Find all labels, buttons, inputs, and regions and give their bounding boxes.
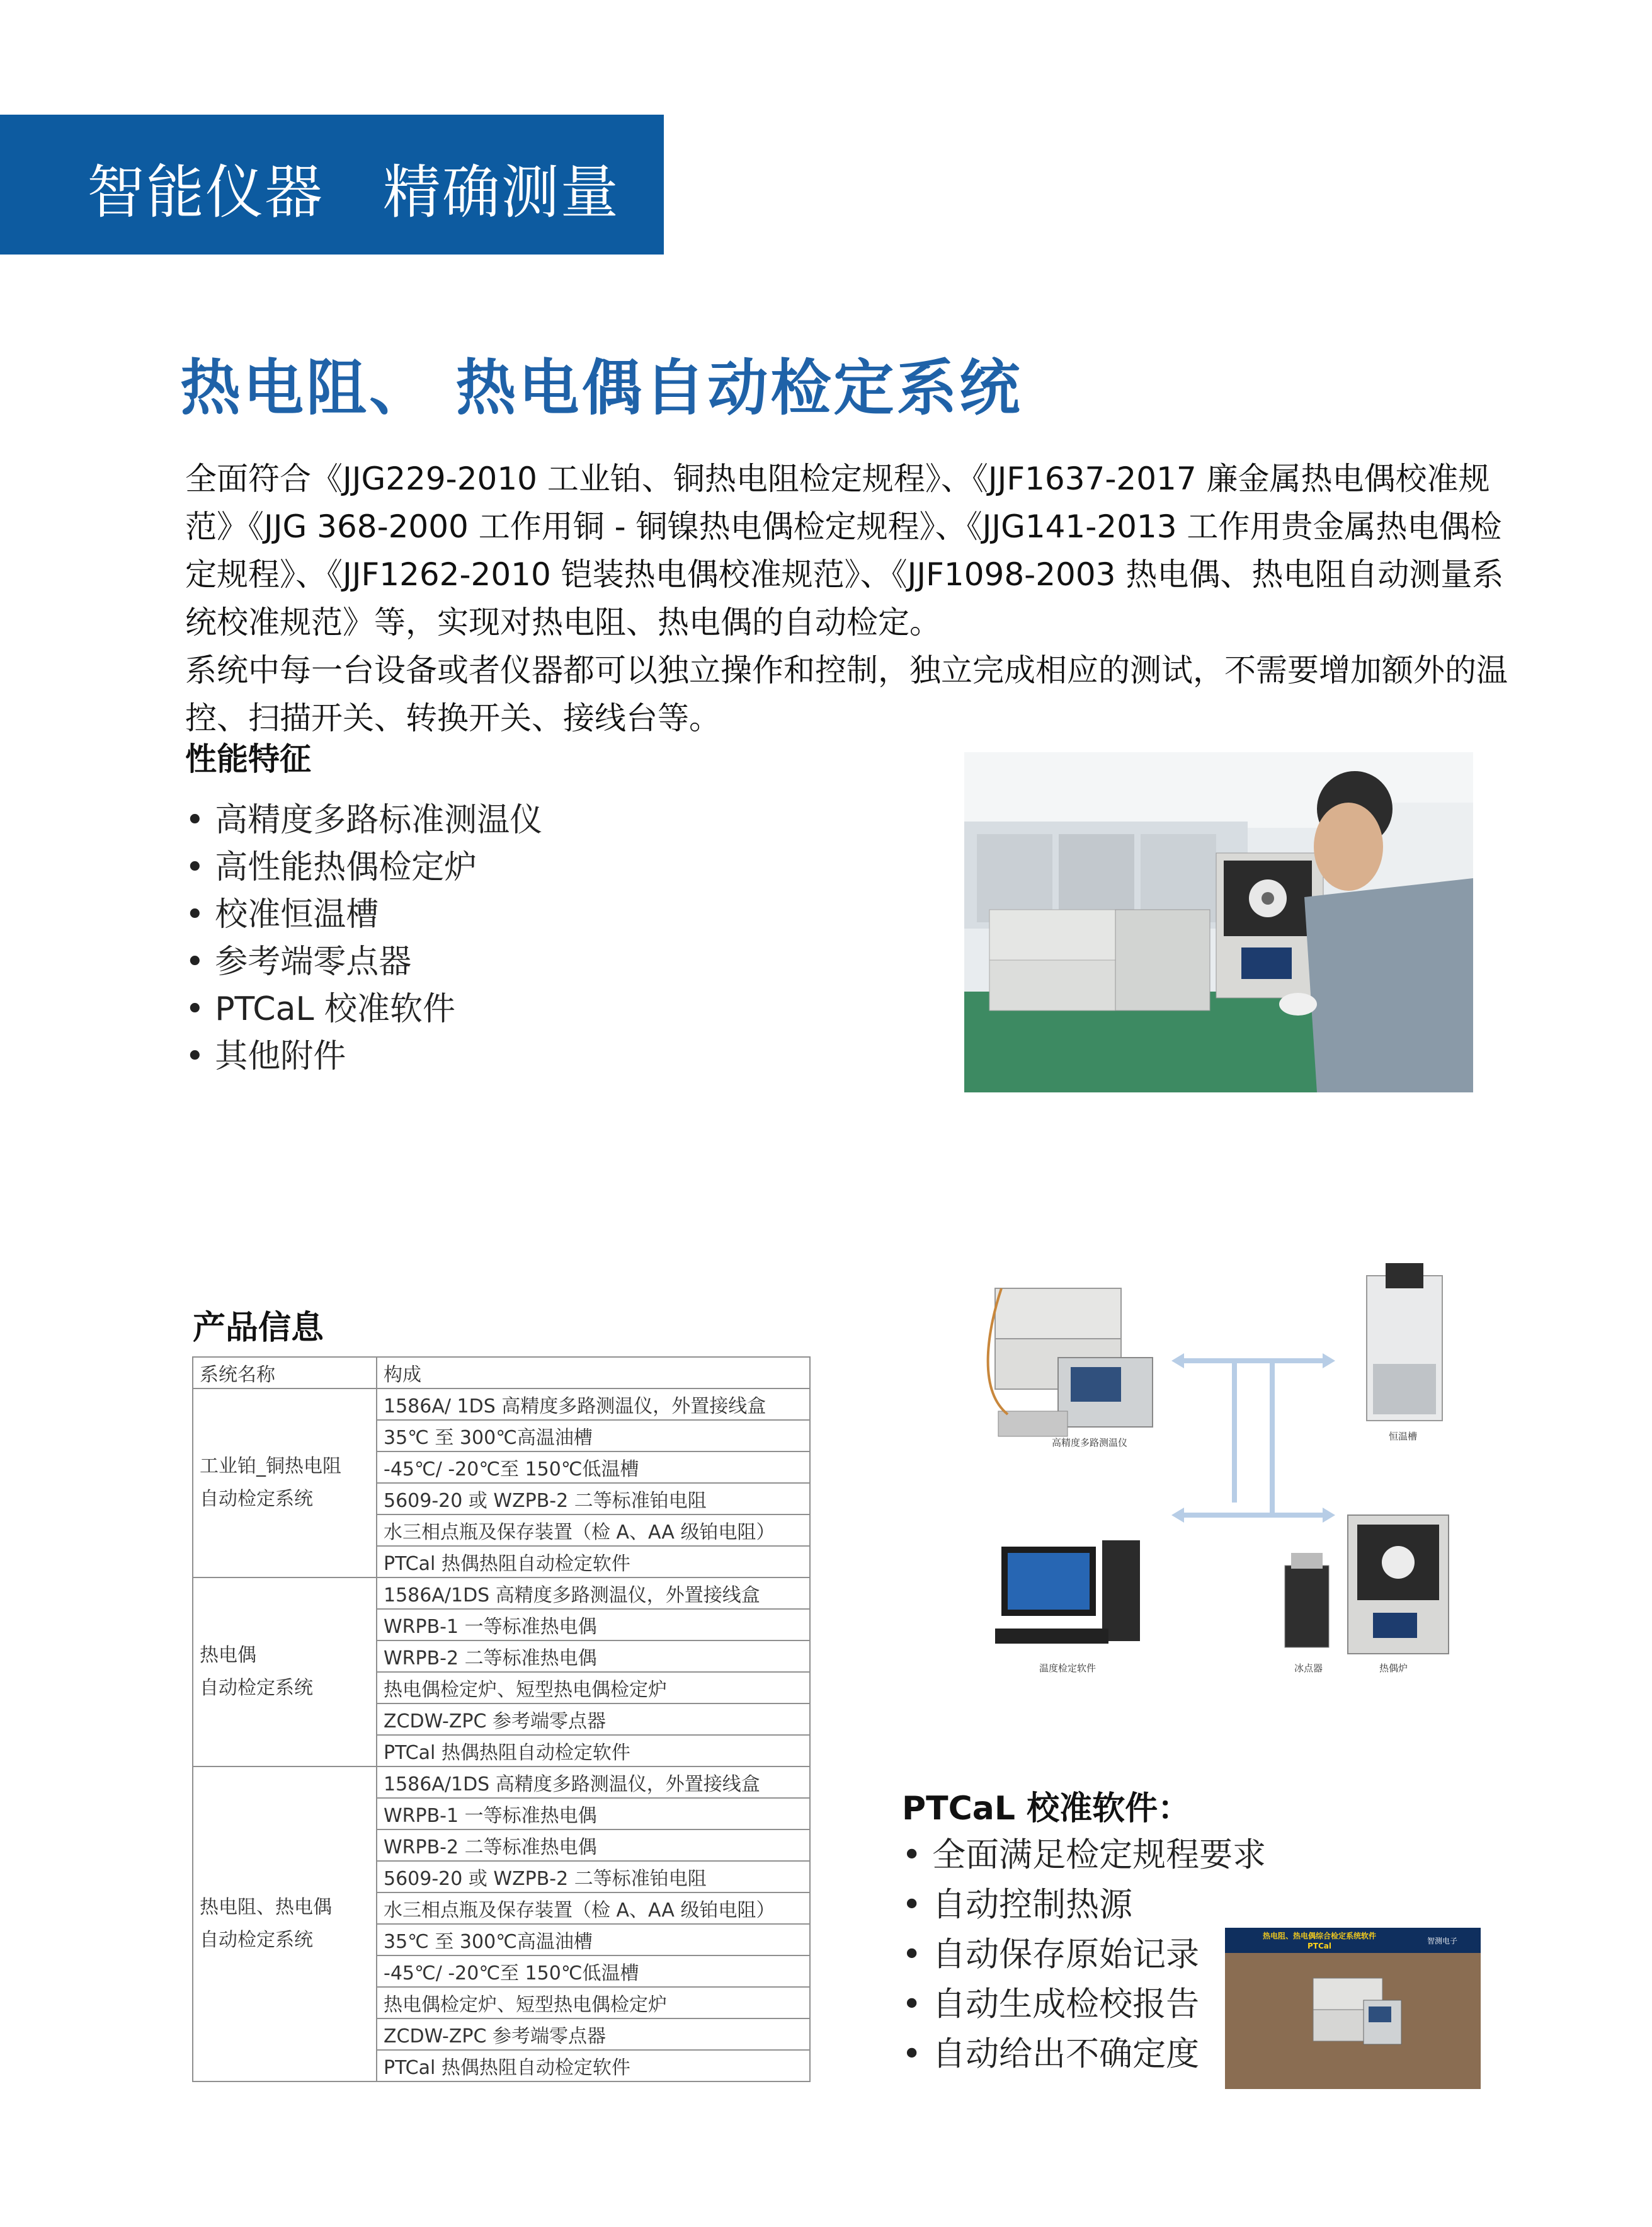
- diagram-label-bath: 恒温槽: [1389, 1431, 1418, 1442]
- system-name-cell: [193, 1388, 377, 1577]
- feature-item: • 高性能热偶检定炉: [185, 844, 542, 891]
- diagram-label-furnace: 热偶炉: [1379, 1663, 1408, 1674]
- ptcal-feature-list: [902, 1830, 1266, 2079]
- component-cell: 水三相点瓶及保存装置（检 A、AA 级铂电阻）: [377, 1514, 810, 1546]
- lab-photo: [964, 752, 1473, 1092]
- screenshot-subtitle: PTCal: [1307, 1942, 1331, 1950]
- connection-arrows: [1178, 1361, 1329, 1515]
- component-cell: 热电偶检定炉、短型热电偶检定炉: [377, 1987, 810, 2018]
- component-cell: 水三相点瓶及保存装置（检 A、AA 级铂电阻）: [377, 1892, 810, 1924]
- page-title: 热电阻、 热电偶自动检定系统: [180, 353, 1023, 423]
- component-cell: 5609-20 或 WZPB-2 二等标准铂电阻: [377, 1861, 810, 1892]
- intro-text: [185, 455, 1533, 742]
- component-cell: -45℃/ -20℃至 150℃低温槽: [377, 1955, 810, 1987]
- table-row: [193, 1577, 810, 1609]
- component-cell: 1586A/ 1DS 高精度多路测温仪，外置接线盒: [377, 1388, 810, 1420]
- feature-item: • 校准恒温槽: [185, 891, 542, 939]
- feature-item: • PTCaL 校准软件: [185, 986, 542, 1033]
- system-name-cell: [193, 1577, 377, 1766]
- system-name-cell: [193, 1766, 377, 2081]
- header-title: 智能仪器 精确测量: [87, 159, 620, 226]
- component-cell: 35℃ 至 300℃高温油槽: [377, 1420, 810, 1451]
- column-header: 构成: [377, 1357, 810, 1388]
- furnace-icon: [1348, 1515, 1449, 1654]
- features-heading: 性能特征: [185, 741, 311, 777]
- software-screenshot: [1225, 1928, 1481, 2089]
- system-name: 热电阻、热电偶 自动检定系统: [200, 1896, 332, 1951]
- component-cell: PTCal 热偶热阻自动检定软件: [377, 1735, 810, 1766]
- table-row: [193, 1388, 810, 1420]
- bath-icon: [1367, 1263, 1442, 1421]
- component-cell: WRPB-1 一等标准热电偶: [377, 1798, 810, 1829]
- component-cell: 1586A/1DS 高精度多路测温仪，外置接线盒: [377, 1577, 810, 1609]
- lab-photo-illustration: [964, 752, 1473, 1092]
- component-cell: PTCal 热偶热阻自动检定软件: [377, 2050, 810, 2081]
- ptcal-feature-item: • 自动给出不确定度: [902, 2029, 1266, 2079]
- system-name: 工业铂_铜热电阻 自动检定系统: [200, 1455, 341, 1510]
- ptcal-heading: PTCaL 校准软件：: [902, 1790, 1191, 1828]
- feature-item: • 高精度多路标准测温仪: [185, 797, 542, 844]
- component-cell: 1586A/1DS 高精度多路测温仪，外置接线盒: [377, 1766, 810, 1798]
- component-cell: ZCDW-ZPC 参考端零点器: [377, 1703, 810, 1735]
- component-cell: 热电偶检定炉、短型热电偶检定炉: [377, 1672, 810, 1703]
- intro-paragraph-1: 全面符合《JJG229-2010 工业铂、铜热电阻检定规程》、《JJF1637-2017 廉金属热电偶校准规范》《JJG 368-2000 工作用铜 - 铜镍热电偶检定规程》、《JJG141-2013 工作用贵金属热电偶检定规程》、《JJF1262-2010 铠装热电偶校准规范》、《JJF1098-2003 热电偶、热电阻自动测量系统校准规范》等，实现对热电阻、热电偶的自动检定。: [185, 461, 1504, 641]
- component-cell: 5609-20 或 WZPB-2 二等标准铂电阻: [377, 1483, 810, 1514]
- table-row: [193, 1766, 810, 1798]
- intro-paragraph-2: 系统中每一台设备或者仪器都可以独立操作和控制，独立完成相应的测试，不需要增加额外的温控、扫描开关、转换开关、接线台等。: [185, 652, 1508, 736]
- features-list: [185, 797, 542, 1080]
- screenshot-title: 热电阻、热电偶综合检定系统软件: [1262, 1932, 1377, 1940]
- component-cell: WRPB-2 二等标准热电偶: [377, 1829, 810, 1861]
- ptcal-feature-item: • 自动生成检校报告: [902, 1979, 1266, 2029]
- component-cell: 35℃ 至 300℃高温油槽: [377, 1924, 810, 1955]
- product-info-heading: 产品信息: [193, 1309, 324, 1347]
- thermometer-icon: [988, 1288, 1153, 1436]
- feature-item: • 其他附件: [185, 1033, 542, 1080]
- screenshot-brand: 智测电子: [1427, 1937, 1458, 1945]
- ptcal-feature-item: • 全面满足检定规程要求: [902, 1830, 1266, 1880]
- diagram-label-software: 温度检定软件: [1039, 1663, 1097, 1674]
- ptcal-feature-item: • 自动控制热源: [902, 1880, 1266, 1930]
- software-screenshot-svg: [1225, 1928, 1481, 2089]
- system-diagram: [970, 1251, 1474, 1692]
- feature-item: • 参考端零点器: [185, 939, 542, 986]
- component-cell: ZCDW-ZPC 参考端零点器: [377, 2018, 810, 2050]
- diagram-label-thermometer: 高精度多路测温仪: [1052, 1437, 1128, 1448]
- table-header-row: [193, 1357, 810, 1388]
- product-table: [192, 1356, 811, 2082]
- computer-icon: [995, 1540, 1140, 1644]
- component-cell: PTCal 热偶热阻自动检定软件: [377, 1546, 810, 1577]
- ice-point-icon: [1285, 1553, 1329, 1647]
- system-name: 热电偶 自动检定系统: [200, 1644, 313, 1699]
- column-header: 系统名称: [193, 1357, 377, 1388]
- component-cell: WRPB-2 二等标准热电偶: [377, 1640, 810, 1672]
- component-cell: -45℃/ -20℃至 150℃低温槽: [377, 1451, 810, 1483]
- diagram-label-ice-point: 冰点器: [1294, 1663, 1323, 1674]
- component-cell: WRPB-1 一等标准热电偶: [377, 1609, 810, 1640]
- ptcal-feature-item: • 自动保存原始记录: [902, 1930, 1266, 1979]
- system-diagram-svg: [970, 1251, 1474, 1692]
